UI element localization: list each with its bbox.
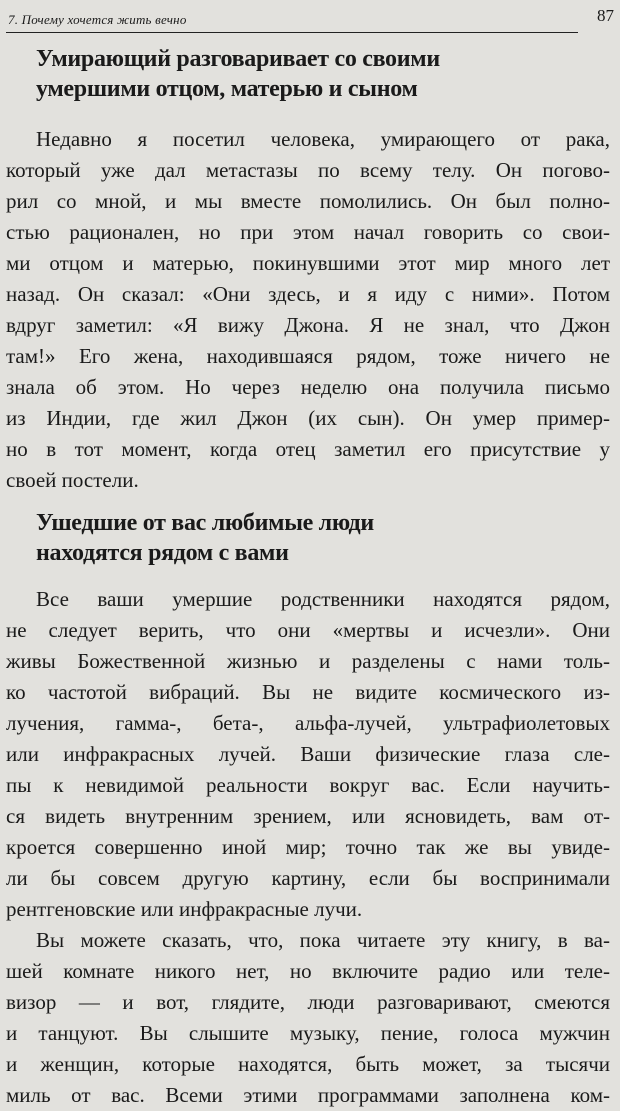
text-line: лучения, гамма-, бета-, альфа-лучей, ультрафиолетовых: [6, 711, 610, 735]
text-line: ли бы совсем другую картину, если бы воспринимали: [6, 866, 610, 890]
running-head: [6, 10, 578, 33]
text-line: и танцуют. Вы слышите музыку, пение, голоса мужчин: [6, 1021, 610, 1045]
text-line: Недавно я посетил человека, умирающего от рака,: [36, 127, 610, 151]
text-line: Вы можете сказать, что, пока читаете эту книгу, в ва-: [36, 928, 610, 952]
heading-line: умершими отцом, матерью и сыном: [36, 76, 418, 102]
running-title: 7. Почему хочется жить вечно: [8, 12, 187, 27]
text-line: ся видеть внутренним зрением, или ясновидеть, вам от-: [6, 804, 610, 828]
page-number: 87: [597, 6, 614, 25]
text-line: миль от вас. Всеми этими программами заполнена ком-: [6, 1083, 610, 1107]
text-line: рил со мной, и мы вместе помолились. Он был полно-: [6, 189, 610, 213]
text-line: визор — и вот, глядите, люди разговаривают, смеются: [6, 990, 610, 1014]
section-heading-2: [36, 508, 596, 568]
text-line: своей постели.: [6, 468, 139, 492]
heading-line: находятся рядом с вами: [36, 540, 289, 566]
text-line: ко частотой вибраций. Вы не видите космического из-: [6, 680, 610, 704]
text-line: кроется совершенно иной мир; точно так же вы увиде-: [6, 835, 610, 859]
text-line: шей комнате никого нет, но включите радио или теле-: [6, 959, 610, 983]
text-line: стью рационален, но при этом начал говорить со свои-: [6, 220, 610, 244]
paragraph-1: [0, 124, 620, 496]
section-heading-1: [36, 44, 596, 104]
text-line: пы к невидимой реальности вокруг вас. Если научить-: [6, 773, 610, 797]
text-line: вдруг заметил: «Я вижу Джона. Я не знал, что Джон: [6, 313, 610, 337]
text-line: из Индии, где жил Джон (их сын). Он умер пример-: [6, 406, 610, 430]
text-line: рентгеновские или инфракрасные лучи.: [6, 897, 363, 921]
heading-line: Умирающий разговаривает со своими: [36, 46, 440, 72]
paragraph-2: [0, 584, 620, 1111]
text-line: живы Божественной жизнью и разделены с нами толь-: [6, 649, 610, 673]
text-line: но в тот момент, когда отец заметил его присутствие у: [6, 437, 610, 461]
heading-line: Ушедшие от вас любимые люди: [36, 510, 374, 536]
text-line: и женщин, которые находятся, быть может, за тысячи: [6, 1052, 610, 1076]
text-line: Все ваши умершие родственники находятся рядом,: [36, 587, 610, 611]
text-line: знала об этом. Но через неделю она получила письмо: [6, 375, 610, 399]
text-line: не следует верить, что они «мертвы и исчезли». Они: [6, 618, 610, 642]
text-line: там!» Его жена, находившаяся рядом, тоже ничего не: [6, 344, 610, 368]
text-line: ми отцом и матерью, покинувшими этот мир много лет: [6, 251, 610, 275]
text-line: или инфракрасных лучей. Ваши физические глаза сле-: [6, 742, 610, 766]
text-line: назад. Он сказал: «Они здесь, и я иду с ними». Потом: [6, 282, 610, 306]
text-line: который уже дал метастазы по всему телу. Он погово-: [6, 158, 610, 182]
